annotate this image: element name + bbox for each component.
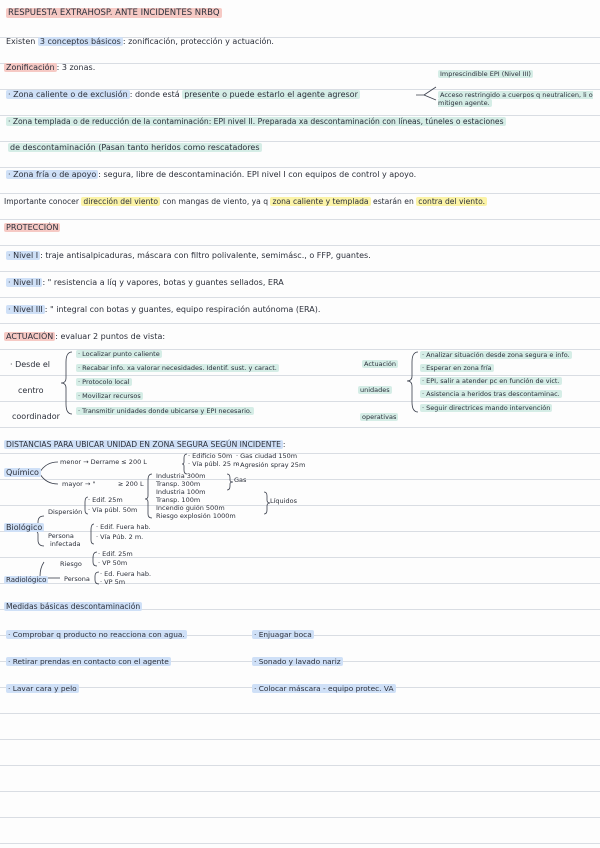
actuacion-left-item: · Protocolo local — [78, 378, 130, 386]
quimico-menor-a: · Edificio 50m — [188, 452, 233, 460]
quimico-gas-b: · Agresión spray 25m — [236, 461, 306, 469]
actuacion-right-item: · Esperar en zona fría — [422, 364, 492, 372]
zone-warm-line-2: de descontaminación (Pasan tanto heridos como rescatadores — [10, 143, 260, 152]
riesgo-label: Riesgo — [60, 560, 82, 568]
distancias-heading: DISTANCIAS PARA UBICAR UNIDAD EN ZONA SEGURA SEGÚN INCIDENTE : — [6, 440, 286, 449]
protection-level-3: · Nivel III : " integral con botas y guantes, equipo respiración autónoma (ERA). — [8, 305, 321, 314]
persona-label: Persona — [48, 532, 74, 540]
quimico-gas-a: · Gas ciudad 150m — [236, 452, 298, 460]
quimico-menor: menor → Derrame ≤ 200 L — [60, 458, 147, 466]
wind-note: Importante conocer dirección del viento con mangas de viento, ya q zona caliente y templada estarán en contra del viento. — [4, 197, 485, 206]
actuacion-left-label-1: · Desde el — [10, 360, 51, 369]
quimico-mayor: mayor → " — [62, 480, 96, 488]
dispersion-label: Dispersión — [48, 508, 83, 516]
zone-warm-line-1: · Zona templada o de reducción de la contaminación: EPI nivel II. Preparada xa descontaminación con líneas, túneles o estaciones — [8, 117, 504, 126]
actuacion-left-item: · Recabar info. xa valorar necesidades. Identif. sust. y caract. — [78, 364, 277, 372]
actuacion-right-item: · EPI, salir a atender pc en función de vict. — [422, 377, 560, 385]
actuacion-right-label-3: operativas — [362, 413, 397, 421]
zone-hot: · Zona caliente o de exclusión : donde está presente o puede estarlo el agente agresor — [8, 90, 358, 99]
page-title: RESPUESTA EXTRAHOSP. ANTE INCIDENTES NRBQ — [8, 8, 220, 18]
actuacion-right-label-2: unidades — [360, 386, 390, 394]
radiologico-label: Radiológico — [6, 576, 47, 584]
proteccion-heading: PROTECCIÓN — [6, 223, 59, 232]
actuacion-left-item: · Localizar punto caliente — [78, 350, 160, 358]
intro-line: Existen 3 conceptos básicos : zonificación, protección y actuación. — [6, 37, 274, 46]
medidas-item: · Sonado y lavado nariz — [254, 657, 341, 666]
actuacion-right-item: · Seguir directrices mando intervención — [422, 404, 551, 412]
liq-transp: Transp. 100m — [156, 496, 201, 504]
gas-transp: Transp. 300m — [156, 480, 201, 488]
quimico-mayor-value: ≥ 200 L — [118, 480, 144, 488]
zonificacion-heading: Zonificación : 3 zonas. — [6, 63, 96, 72]
medidas-heading: Medidas básicas descontaminación — [6, 602, 141, 611]
actuacion-right-item: · Analizar situación desde zona segura e info. — [422, 351, 570, 359]
liq-explosion: Riesgo explosión 1000m — [156, 512, 236, 520]
persona2-label: Persona — [64, 575, 90, 583]
riesgo-b: · VP 50m — [98, 559, 128, 567]
protection-level-2: · Nivel II : " resistencia a líq y vapores, botas y guantes sellados, ERA — [8, 278, 284, 287]
dispersion-b: · Vía públ. 50m — [88, 506, 138, 514]
zone-hot-note-2: Acceso restringido a cuerpos q neutralicen, li o mitigen agente. — [438, 91, 593, 107]
medidas-item: · Retirar prendas en contacto con el agente — [8, 657, 169, 666]
liquidos-label: Líquidos — [270, 497, 297, 505]
riesgo-a: · Edif. 25m — [98, 550, 133, 558]
actuacion-left-item: · Movilizar recursos — [78, 392, 141, 400]
gas-label: Gas — [234, 476, 247, 484]
actuacion-left-label-2: centro — [18, 386, 44, 395]
biologico-label: Biológico — [6, 523, 43, 532]
persona2-a: · Ed. Fuera hab. — [100, 570, 152, 578]
actuacion-right-label-1: Actuación — [364, 360, 397, 368]
infectada-b: · Vía Púb. 2 m. — [96, 533, 144, 541]
liq-incendio: Incendio guión 500m — [156, 504, 225, 512]
infectada-label: infectada — [50, 540, 81, 548]
actuacion-heading: ACTUACIÓN : evaluar 2 puntos de vista: — [6, 332, 166, 341]
protection-level-1: · Nivel I : traje antisalpicaduras, máscara con filtro polivalente, semimásc., o FFP, guantes. — [8, 251, 371, 260]
medidas-item: · Comprobar q producto no reacciona con agua. — [8, 630, 185, 639]
zone-cold: · Zona fría o de apoyo : segura, libre de descontaminación. EPI nivel I con equipos de control y apoyo. — [8, 170, 417, 179]
dispersion-a: · Edif. 25m — [88, 496, 123, 504]
medidas-item: · Lavar cara y pelo — [8, 684, 77, 693]
quimico-label: Químico — [6, 468, 39, 477]
zone-hot-note-1: Imprescindible EPI (Nivel III) — [440, 70, 531, 78]
medidas-item: · Colocar máscara - equipo protec. VA — [254, 684, 394, 693]
gas-industria: Industria 300m — [156, 472, 206, 480]
actuacion-left-label-3: coordinador — [12, 412, 60, 421]
actuacion-left-item: · Transmitir unidades donde ubicarse y EPI necesario. — [78, 407, 252, 415]
quimico-menor-b: · Vía públ. 25 m — [188, 460, 240, 468]
persona2-b: · VP 5m — [100, 578, 126, 586]
medidas-item: · Enjuagar boca — [254, 630, 312, 639]
actuacion-right-item: · Asistencia a heridos tras descontaminac. — [422, 390, 560, 398]
liq-industria: Industria 100m — [156, 488, 206, 496]
infectada-a: · Edif. Fuera hab. — [96, 523, 151, 531]
